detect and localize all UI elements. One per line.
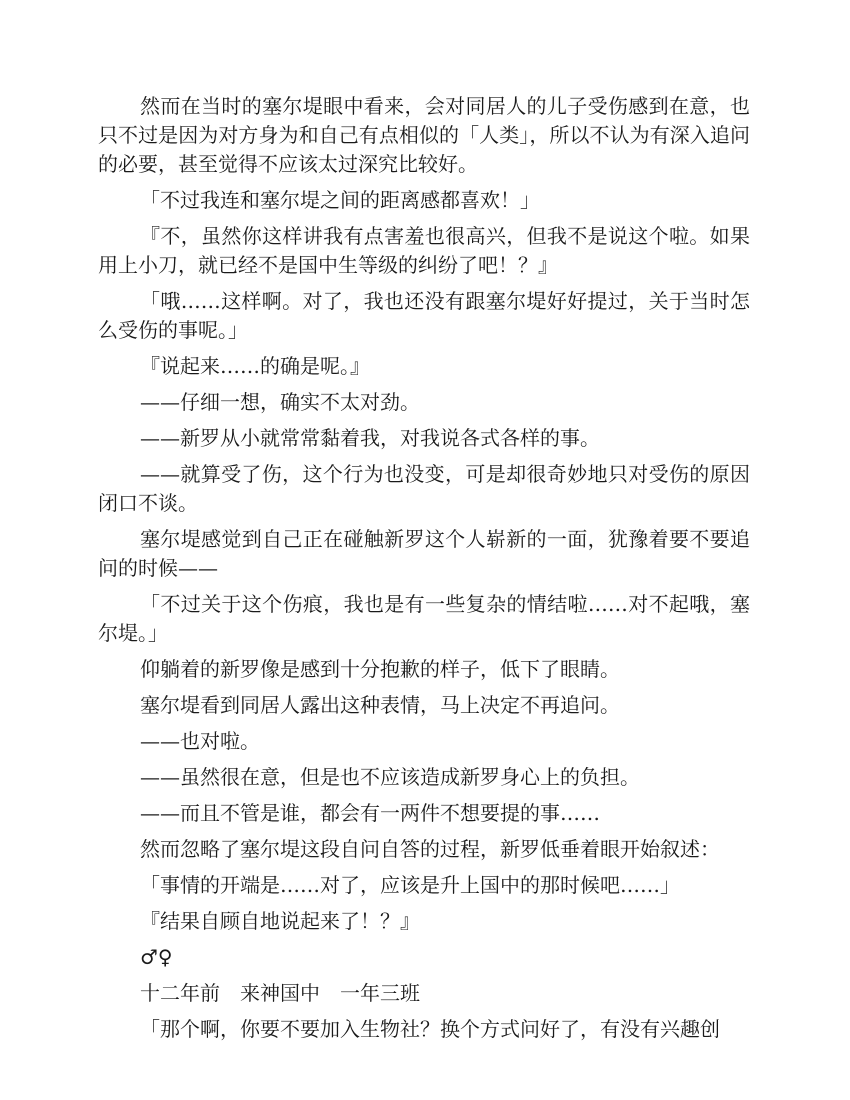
paragraph: ——仔细一想，确实不太对劲。 [140, 390, 420, 414]
paragraph: 仰躺着的新罗像是感到十分抱歉的样子，低下了眼睛。 [140, 657, 620, 681]
paragraph: 塞尔堤感觉到自己正在碰触新罗这个人崭新的一面，犹豫着要不要追问的时候—— [98, 527, 750, 580]
section-divider: ♂♀ [140, 945, 173, 969]
paragraph: ——也对啦。 [140, 729, 260, 753]
paragraph: 「哦……这样啊。对了，我也还没有跟塞尔堤好好提过，关于当时怎么受伤的事呢。」 [98, 289, 750, 342]
paragraph: ——而且不管是谁，都会有一两件不想要提的事…… [140, 801, 600, 825]
paragraph: ——就算受了伤，这个行为也没变，可是却很奇妙地只对受伤的原因闭口不谈。 [98, 462, 750, 515]
paragraph: 『不，虽然你这样讲我有点害羞也很高兴，但我不是说这个啦。如果用上小刀，就已经不是国中生等级的纠纷了吧！？』 [98, 224, 750, 277]
paragraph: ——新罗从小就常常黏着我，对我说各式各样的事。 [140, 426, 600, 450]
paragraph: 『说起来……的确是呢。』 [140, 354, 370, 378]
paragraph: 「不过我连和塞尔堤之间的距离感都喜欢！」 [140, 188, 540, 212]
paragraph: 然而在当时的塞尔堤眼中看来，会对同居人的儿子受伤感到在意，也只不过是因为对方身为和自己有点相似的「人类」，所以不认为有深入追问的必要，甚至觉得不应该太过深究比较好。 [98, 94, 750, 176]
document-body [98, 92, 750, 1051]
paragraph: 「不过关于这个伤痕，我也是有一些复杂的情结啦……对不起哦，塞尔堤。」 [98, 592, 750, 645]
paragraph: 然而忽略了塞尔堤这段自问自答的过程，新罗低垂着眼开始叙述： [140, 837, 720, 861]
paragraph: 『结果自顾自地说起来了！？』 [140, 909, 420, 933]
paragraph: 「事情的开端是……对了，应该是升上国中的那时候吧……」 [140, 873, 680, 897]
paragraph: 塞尔堤看到同居人露出这种表情，马上决定不再追问。 [140, 693, 620, 717]
scene-heading: 十二年前 来神国中 一年三班 [140, 981, 420, 1005]
paragraph: 「那个啊，你要不要加入生物社？换个方式问好了，有没有兴趣创 [140, 1017, 720, 1041]
paragraph: ——虽然很在意，但是也不应该造成新罗身心上的负担。 [140, 765, 640, 789]
